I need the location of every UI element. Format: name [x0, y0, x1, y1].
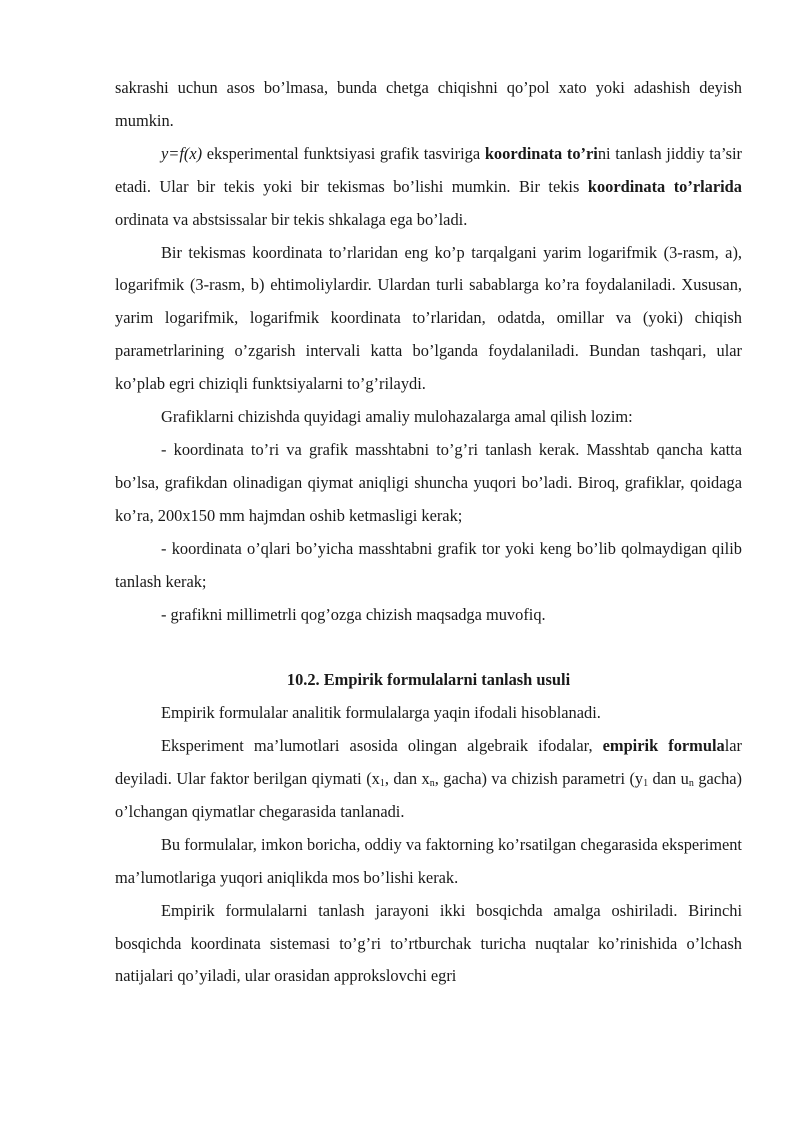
- paragraph: Empirik formulalarni tanlash jarayoni ikki bosqichda amalga oshiriladi. Birinchi bosqichda koordinata sistemasi to’g’ri to’rtburchak turicha nuqtalar ko’rinishida o’lchash natijalari qo’yiladi, ular orasidan approkslovchi egri: [115, 900, 742, 986]
- text-run: ordinata va abstsissalar bir tekis shkalaga ega bo’ladi.: [115, 209, 468, 229]
- document-body: [115, 72, 742, 993]
- paragraph: Bu formulalar, imkon boricha, oddiy va faktorning ko’rsatilgan chegarasida eksperiment ma’lumotlariga yuqori aniqlikda mos bo’lishi kerak.: [115, 834, 742, 887]
- list-item: - koordinata o’qlari bo’yicha masshtabni grafik tor yoki keng bo’lib qolmaydigan qilib tanlash kerak;: [115, 538, 742, 591]
- list-item: - grafikni millimetrli qog’ozga chizish maqsadga muvofiq.: [161, 604, 546, 624]
- formula-text: y=f(x): [161, 143, 203, 163]
- text-run: gacha) o’lchangan qiymatlar chegarasida tanlanadi.: [115, 769, 743, 821]
- paragraph: Grafiklarni chizishda quyidagi amaliy mulohazalarga amal qilish lozim:: [161, 407, 633, 427]
- text-run: eksperimental funktsiyasi grafik tasviriga: [202, 143, 485, 163]
- subscript: n: [429, 778, 435, 790]
- paragraph: sakrashi uchun asos bo’lmasa, bunda chetga chiqishni qo’pol xato yoki adashish deyish mumkin.: [115, 78, 742, 130]
- text-run: Eksperiment ma’lumotlari asosida olingan algebraik ifodalar,: [161, 736, 603, 756]
- text-run: , dan x: [384, 769, 430, 789]
- paragraph: Bir tekismas koordinata to’rlaridan eng ko’p tarqalgani yarim logarifmik (3-rasm, a), logarifmik (3-rasm, b) ehtimoliylardir. Ulardan turli sabablarga ko’ra foydalaniladi. Xususan, yarim logarifmik, logarifmik koordinata to’rlaridan, odatda, omillar va (yoki) chiqish parametrlarining o’zgarish intervali katta bo’lganda foydalaniladi. Bundan tashqari, ular ko’plab egri chiziqli funktsiyalarni to’g’rilaydi.: [115, 242, 742, 394]
- paragraph: [115, 730, 742, 829]
- paragraph: Empirik formulalar analitik formulalarga yaqin ifodali hisoblanadi.: [161, 703, 601, 723]
- subscript: 1: [379, 778, 385, 790]
- text-run: dan u: [648, 769, 689, 789]
- text-run: ni tanlash jiddiy ta’sir etadi. Ular bir tekis yoki bir tekismas bo’lishi mumkin. Bir tekis: [115, 143, 742, 196]
- text-run: lar deyiladi. Ular faktor berilgan qiymati (x: [115, 736, 742, 789]
- bold-term: empirik formula: [602, 736, 725, 756]
- list-item: - koordinata to’ri va grafik masshtabni to’g’ri tanlash kerak. Masshtab qancha katta bo’lsa, grafikdan olinadigan qiymat aniqligi shuncha yuqori bo’ladi. Biroq, grafiklar, qoidaga ko’ra, 200x150 mm hajmdan oshib ketmasligi kerak;: [115, 439, 742, 525]
- section-heading: 10.2. Empirik formulalarni tanlash usuli: [286, 670, 571, 690]
- text-run: , gacha) va chizish parametri (y: [434, 769, 644, 789]
- subscript: n: [688, 778, 694, 790]
- paragraph: [115, 138, 742, 237]
- bold-term: koordinata to’rlarida: [587, 176, 742, 196]
- bold-term: koordinata to’ri: [484, 143, 598, 163]
- subscript: 1: [643, 778, 649, 790]
